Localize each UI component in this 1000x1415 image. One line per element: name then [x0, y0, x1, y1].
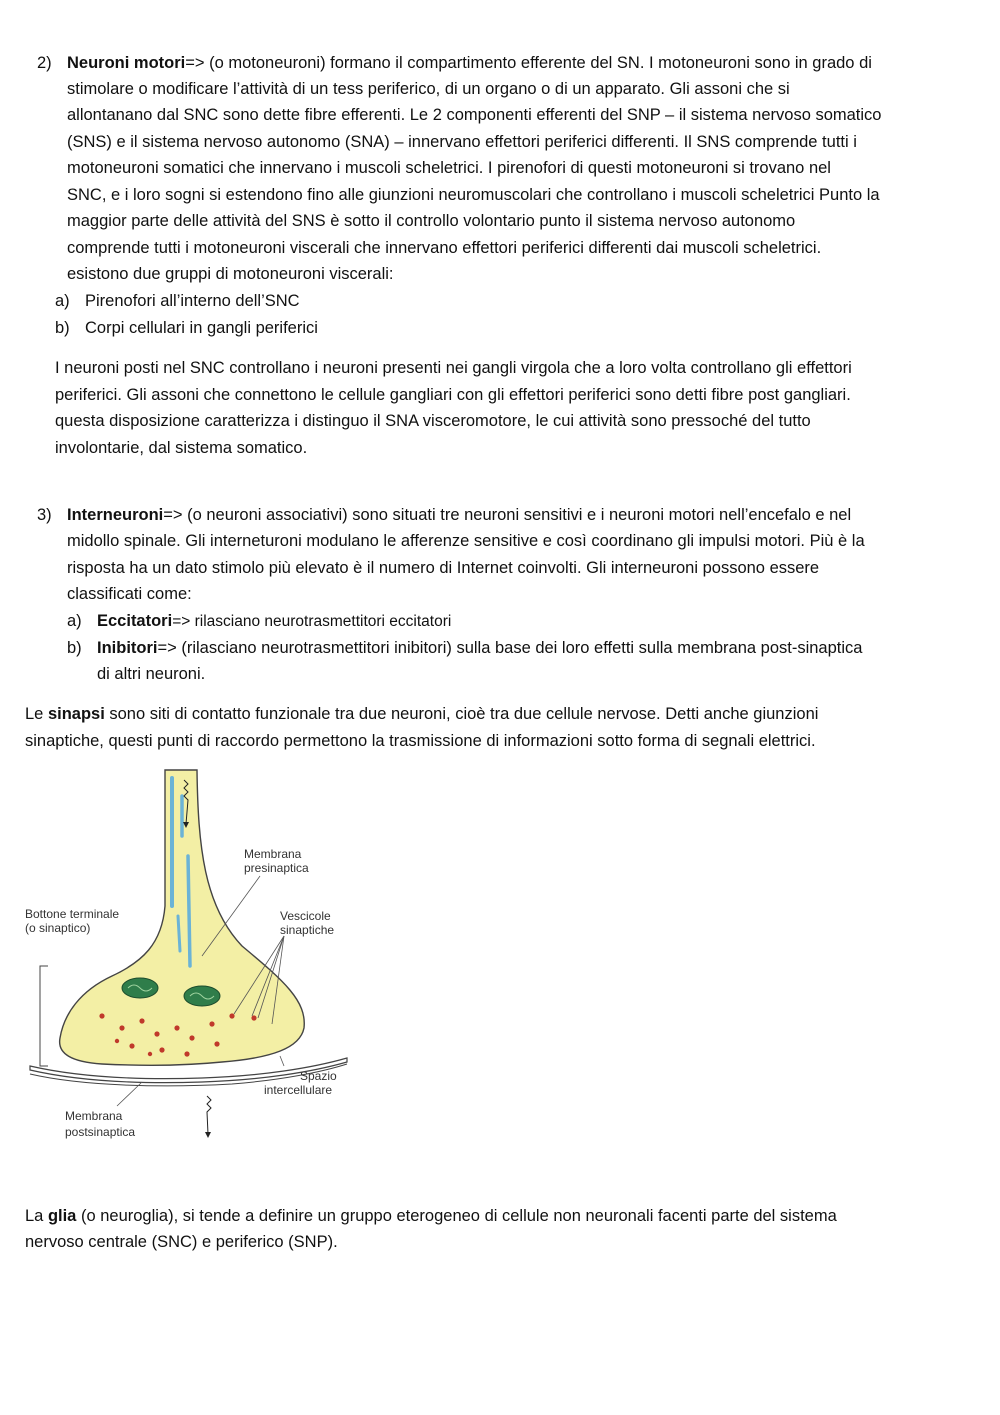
paragraph-line — [67, 52, 872, 74]
term-bold: sinapsi — [47, 705, 105, 723]
list-item — [97, 637, 862, 659]
text-span: => (o motoneuroni) formano il compartimento efferente del SN. I motoneuroni sono in grado di — [185, 54, 872, 72]
paragraph-line: stimolare o modificare l’attività di un tess periferico, di un organo o di un apparato. Gli assoni che si — [67, 80, 790, 98]
label-spazio-intercellulare: intercellulare — [264, 1083, 333, 1097]
term-bold: Eccitatori — [97, 612, 173, 630]
text-span: => (rilasciano neurotrasmettitori inibitori) sulla base dei loro effetti sulla membrana post-sinaptica — [157, 639, 863, 657]
label-membrana-presinaptica: Membrana — [244, 847, 302, 861]
term-bold: glia — [47, 1207, 77, 1225]
paragraph-line: classificati come: — [67, 585, 192, 603]
signal-arrow-head — [205, 1132, 211, 1138]
paragraph-line: allontanano dal SNC sono dette fibre efferenti. Le 2 componenti efferenti del SNP – il sistema nervoso somatico — [67, 106, 882, 124]
label-membrana-presinaptica: presinaptica — [244, 861, 309, 875]
label-vescicole-sinaptiche: Vescicole — [280, 909, 331, 923]
paragraph-line: motoneuroni somatici che innervano i muscoli scheletrici. I pirenofori di questi motoneuroni si trovano nel — [67, 159, 831, 177]
paragraph-line — [25, 703, 818, 725]
list-item — [97, 610, 451, 633]
signal-arrow — [207, 1096, 211, 1134]
paragraph-line: involontarie, dal sistema somatico. — [55, 439, 308, 457]
paragraph-line: risposta ha un dato stimolo più elevato è il numero di Internet coinvolti. Gli interneuroni possono essere — [67, 559, 820, 577]
label-spazio-intercellulare: Spazio — [300, 1069, 337, 1083]
text-span: sono siti di contatto funzionale tra due neuroni, cioè tra due cellule nervose. Detti anche giunzioni — [104, 705, 819, 723]
leader-line — [280, 1056, 284, 1066]
paragraph-line — [67, 504, 851, 526]
axon-stripe — [188, 856, 190, 966]
synapse-diagram — [22, 766, 352, 1146]
paragraph-line: I neuroni posti nel SNC controllano i neuroni presenti nei gangli virgola che a loro volta controllano gli effettori — [55, 359, 852, 377]
text-span: => rilasciano neurotrasmettitori eccitatori — [172, 613, 452, 630]
list-number: 2) — [37, 54, 52, 72]
term-bold: Neuroni motori — [67, 54, 186, 72]
paragraph-line: (SNS) e il sistema nervoso autonomo (SNA) – innervano effettori periferici differenti. Il SNS comprende tutti i — [67, 133, 857, 151]
paragraph-line: nervoso centrale (SNC) e periferico (SNP). — [25, 1233, 338, 1251]
paragraph-line: periferici. Gli assoni che connettono le cellule gangliari con gli effettori periferici sono detti fibre post gangliari. — [55, 386, 851, 404]
text-span: Le — [25, 705, 48, 723]
axon-stripe — [178, 916, 180, 951]
list-marker: a) — [55, 292, 70, 310]
label-bottone-terminale: (o sinaptico) — [25, 921, 91, 935]
term-bold: Inibitori — [97, 639, 158, 657]
paragraph-line: SNC, e i loro sogni si estendono fino alle giunzioni neuromuscolari che controllano i muscoli scheletrici Punto la — [67, 186, 880, 204]
paragraph-line — [25, 1205, 837, 1227]
list-item: Pirenofori all’interno dell’SNC — [85, 292, 300, 310]
list-marker: b) — [55, 319, 70, 337]
term-bold: Interneuroni — [67, 506, 164, 524]
label-bottone-terminale: Bottone terminale — [25, 907, 120, 921]
paragraph-line: comprende tutti i motoneuroni viscerali che innervano effettori periferici differenti dai muscoli scheletrici. — [67, 239, 822, 257]
paragraph-line: questa disposizione caratterizza i distinguo il SNA visceromotore, le cui attività sono pressoché del tutto — [55, 412, 811, 430]
bouton-bracket — [40, 966, 48, 1066]
paragraph-line: maggior parte delle attività del SNS è sotto il controllo volontario punto il sistema nervoso autonomo — [67, 212, 796, 230]
list-item-continuation: di altri neuroni. — [97, 665, 206, 683]
list-marker: b) — [67, 639, 82, 657]
paragraph-line: esistono due gruppi di motoneuroni viscerali: — [67, 265, 394, 283]
label-vescicole-sinaptiche: sinaptiche — [280, 923, 335, 937]
list-item: Corpi cellulari in gangli periferici — [85, 319, 318, 337]
text-span: (o neuroglia), si tende a definire un gruppo eterogeneo di cellule non neuronali facenti parte del sistema — [76, 1207, 837, 1225]
label-membrana-postsinaptica: postsinaptica — [65, 1125, 136, 1139]
text-span: La — [25, 1207, 48, 1225]
list-number: 3) — [37, 506, 52, 524]
text-span: => (o neuroni associativi) sono situati tre neuroni sensitivi e i neuroni motori nell’encefalo e nel — [163, 506, 852, 524]
list-marker: a) — [67, 612, 82, 630]
paragraph-line: sinaptiche, questi punti di raccordo permettono la trasmissione di informazioni sotto forma di segnali elettrici. — [25, 732, 816, 750]
label-membrana-postsinaptica: Membrana — [65, 1109, 123, 1123]
paragraph-line: midollo spinale. Gli interneturoni modulano le afferenze sensitive e così coordinano gli impulsi motori. Più è la — [67, 532, 865, 550]
